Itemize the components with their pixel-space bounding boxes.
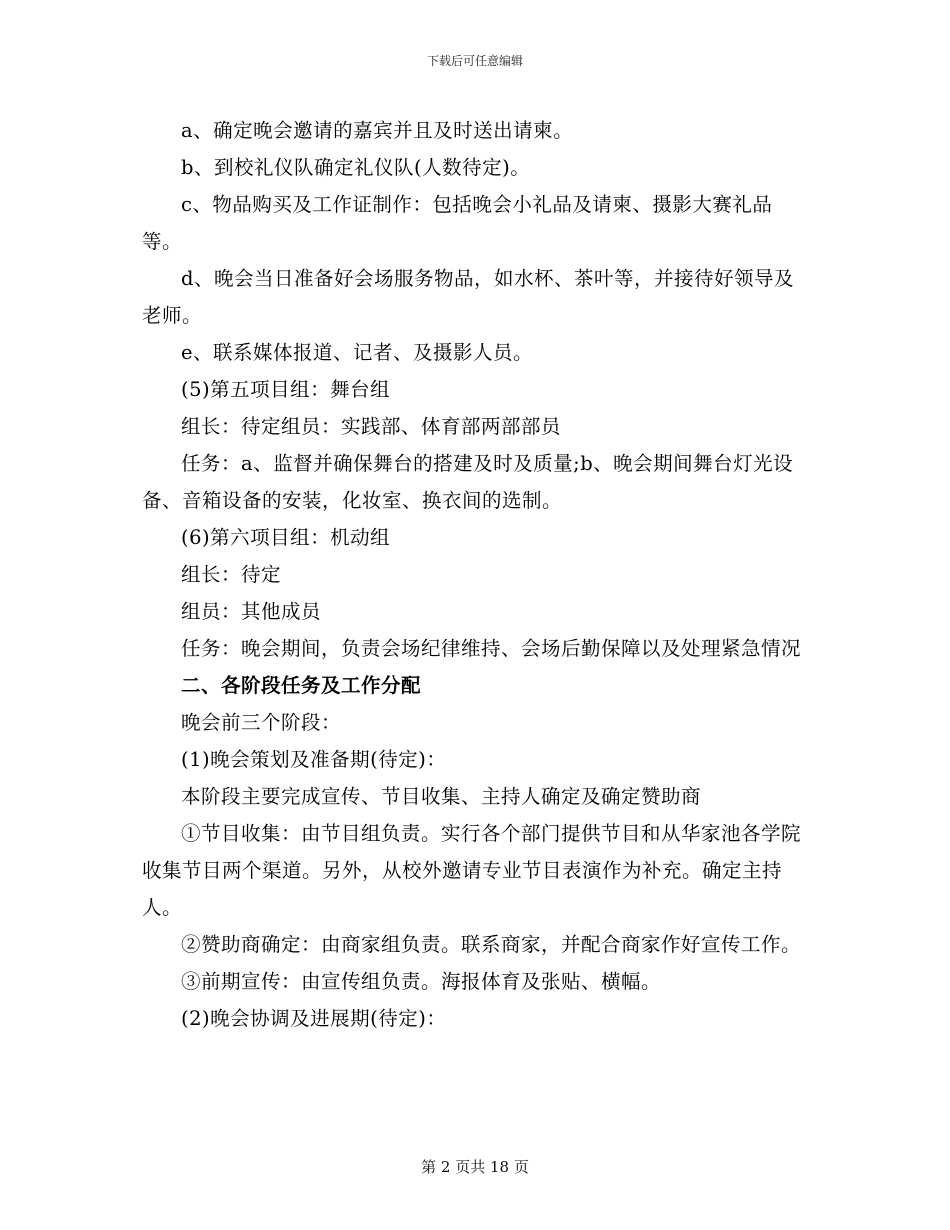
- paragraph: 组长：待定组员：实践部、体育部两部部员: [181, 415, 562, 438]
- paragraph: ①节目收集：由节目组负责。实行各个部门提供节目和从华家池各学院收集节目两个渠道。另外，从校外邀请专业节目表演作为补充。确定主持人。: [142, 822, 802, 919]
- subsection-title: (1)晚会策划及准备期(待定)：: [181, 748, 447, 771]
- document-body: [142, 112, 810, 1037]
- paragraph: a、确定晚会邀请的嘉宾并且及时送出请柬。: [181, 119, 574, 142]
- paragraph: d、晚会当日准备好会场服务物品，如水杯、茶叶等，并接待好领导及老师。: [142, 267, 794, 327]
- subsection-title: (5)第五项目组：舞台组: [181, 378, 391, 401]
- paragraph: e、联系媒体报道、记者、及摄影人员。: [181, 341, 534, 364]
- page-header: 下载后可任意编辑: [426, 54, 523, 68]
- page-number: 第 2 页共 18 页: [421, 1158, 529, 1176]
- paragraph: 组员：其他成员: [181, 600, 322, 623]
- paragraph: 任务：晚会期间，负责会场纪律维持、会场后勤保障以及处理紧急情况: [181, 637, 802, 660]
- subsection-title: (6)第六项目组：机动组: [181, 526, 391, 549]
- paragraph: 晚会前三个阶段：: [181, 711, 342, 734]
- subsection-title: (2)晚会协调及进展期(待定)：: [181, 1007, 447, 1030]
- paragraph: ③前期宣传：由宣传组负责。海报体育及张贴、横幅。: [181, 970, 662, 993]
- paragraph: 组长：待定: [181, 563, 282, 586]
- section-heading: 二、各阶段任务及工作分配: [181, 674, 422, 697]
- paragraph: 本阶段主要完成宣传、节目收集、主持人确定及确定赞助商: [181, 785, 702, 808]
- paragraph: b、到校礼仪队确定礼仪队(人数待定)。: [181, 156, 531, 179]
- paragraph: 任务：a、监督并确保舞台的搭建及时及质量;b、晚会期间舞台灯光设备、音箱设备的安装，化妆室、换衣间的选制。: [142, 452, 794, 512]
- paragraph: c、物品购买及工作证制作：包括晚会小礼品及请柬、摄影大赛礼品等。: [142, 193, 773, 253]
- paragraph: ②赞助商确定：由商家组负责。联系商家，并配合商家作好宣传工作。: [181, 933, 802, 956]
